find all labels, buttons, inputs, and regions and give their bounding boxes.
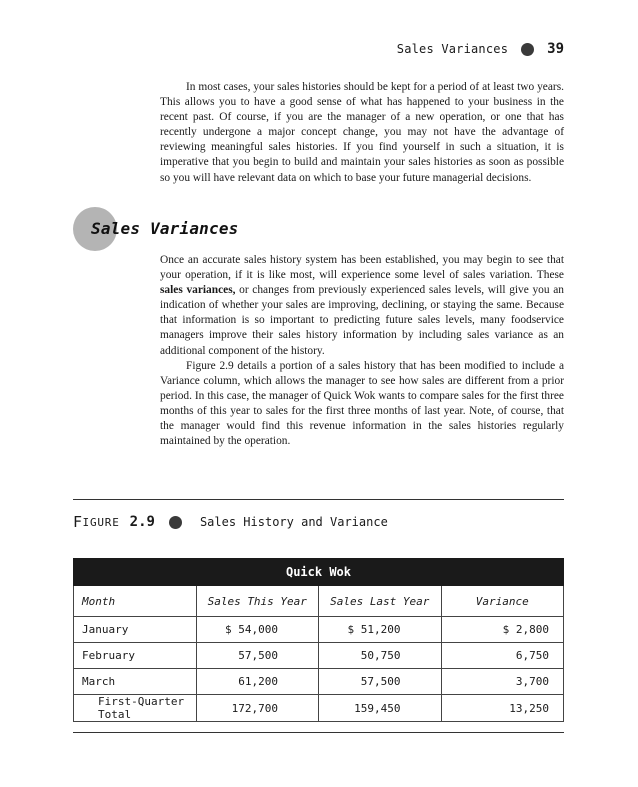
cell-month: February <box>74 643 197 669</box>
table-row <box>74 643 564 669</box>
cell-sales-last-year: 159,450 <box>319 695 442 722</box>
table-row <box>74 669 564 695</box>
cell-month: January <box>74 617 197 643</box>
sales-table <box>73 558 564 722</box>
cell-variance: 6,750 <box>441 643 564 669</box>
cell-variance: 3,700 <box>441 669 564 695</box>
cell-sales-this-year: $ 54,000 <box>196 617 319 643</box>
page-number: 39 <box>547 41 564 57</box>
section-title: Sales Variances <box>91 219 239 238</box>
column-header-sales-this-year: Sales This Year <box>196 586 319 617</box>
figure-label-rest: IGURE <box>82 515 120 529</box>
figure-caption <box>73 512 388 532</box>
cell-month: March <box>74 669 197 695</box>
running-title: Sales Variances <box>396 42 509 56</box>
figure-bottom-rule <box>73 732 564 733</box>
table-title: Quick Wok <box>74 559 564 586</box>
figure-caption-text: Sales History and Variance <box>199 515 388 529</box>
section-body <box>160 253 564 449</box>
sales-variances-term: sales variances, <box>160 284 236 297</box>
cell-sales-this-year: 61,200 <box>196 669 319 695</box>
column-header-month: Month <box>74 586 197 617</box>
para1-part-b: or changes from previously experienced sales levels, will give you an indication of whether your sales are improving, declining, or staying the same. Because that information is so important to predicting future sales levels, many foodservice managers improve their sales history information by including sales variance as an additional component of the history. <box>160 284 564 357</box>
bullet-icon <box>521 43 534 56</box>
figure-number: 2.9 <box>129 514 155 530</box>
cell-sales-this-year: 57,500 <box>196 643 319 669</box>
cell-sales-last-year: $ 51,200 <box>319 617 442 643</box>
cell-variance: $ 2,800 <box>441 617 564 643</box>
cell-month: First-Quarter Total <box>74 695 197 722</box>
intro-paragraph <box>160 80 564 186</box>
figure-label-initial: F <box>73 513 83 531</box>
figure-top-rule <box>73 499 564 500</box>
column-header-sales-last-year: Sales Last Year <box>319 586 442 617</box>
table-total-row <box>74 695 564 722</box>
cell-sales-last-year: 50,750 <box>319 643 442 669</box>
intro-text: In most cases, your sales histories should be kept for a period of at least two years. This allows you to have a good sense of what has happened to your business in the recent past. Of course, if you are the manager of a new operation, or one that has recently undergone a major concept change, you may not have the advantage of reviewing meaningful sales histories. If you find yourself in such a situation, it is imperative that you begin to build and maintain your sales histories as soon as possible so you will have relevant data on which to base your future managerial decisions. <box>160 81 564 184</box>
table-row <box>74 617 564 643</box>
para1-part-a: Once an accurate sales history system has been established, you may begin to see that your operation, if it is like most, will experience some level of sales variation. These <box>160 254 564 282</box>
cell-sales-last-year: 57,500 <box>319 669 442 695</box>
cell-sales-this-year: 172,700 <box>196 695 319 722</box>
column-header-variance: Variance <box>441 586 564 617</box>
running-header <box>397 40 564 58</box>
cell-variance: 13,250 <box>441 695 564 722</box>
section-paragraph-2: Figure 2.9 details a portion of a sales history that has been modified to include a Variance column, which allows the manager to see how sales are different from a prior period. In this case, the manager of Quick Wok wants to compare sales for the first three months of this year to sales for the first three months of last year. Note, of course, that the manager would find this revenue information in the sales histories regularly maintained by the operation. <box>160 359 564 448</box>
sales-history-table <box>73 558 564 722</box>
section-paragraph-1 <box>160 253 564 359</box>
bullet-icon <box>169 516 182 529</box>
table-header-row <box>74 586 564 617</box>
